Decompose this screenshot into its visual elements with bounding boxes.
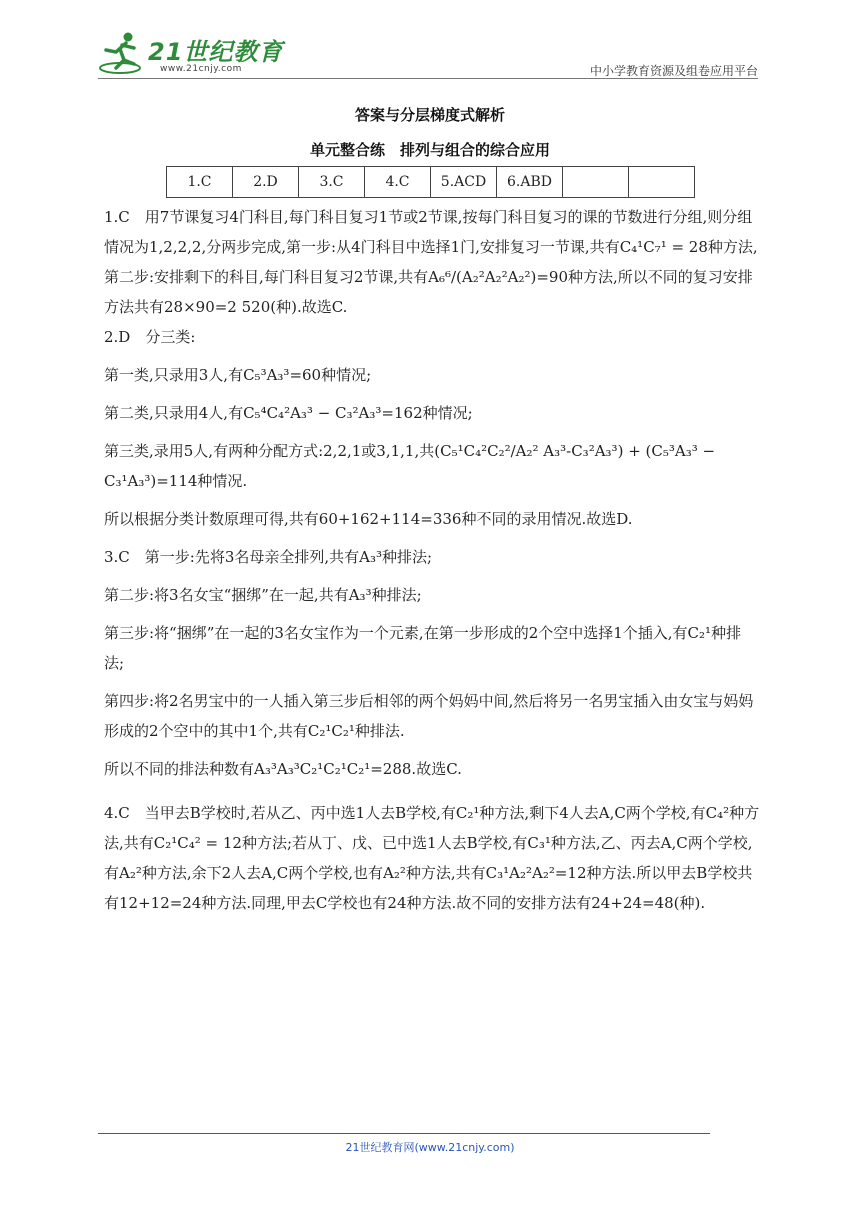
header-divider [98,78,758,79]
solution-paragraph: 第三类,录用5人,有两种分配方式:2,2,1或3,1,1,共(C₅¹C₄²C₂²/A₂² A₃³-C₃²A₃³) + (C₅³A₃³ − C₃¹A₃³)=114种情况. [104,442,716,490]
answer-cell [629,167,695,198]
solution-paragraph: 所以根据分类计数原理可得,共有60+162+114=336种不同的录用情况.故选D. [104,510,633,528]
answer-table [166,166,695,198]
answer-row [167,167,695,198]
solution-paragraph: 第四步:将2名男宝中的一人插入第三步后相邻的两个妈妈中间,然后将另一名男宝插入由女宝与妈妈形成的2个空中的其中1个,共有C₂¹C₂¹种排法. [104,692,754,740]
platform-name: 中小学教育资源及组卷应用平台 [589,64,758,78]
solution-paragraph: 第三步:将“捆绑”在一起的3名女宝作为一个元素,在第一步形成的2个空中选择1个插入,有C₂¹种排法; [104,624,742,672]
answer-cell [563,167,629,198]
answer-cell: 2.D [233,167,299,198]
solution-body [104,202,760,918]
footer-text: 21世纪教育网(www.21cnjy.com) [345,1141,515,1154]
logo [98,28,298,80]
logo-url: www.21cnjy.com [160,64,242,74]
solution-paragraph: 3.C 第一步:先将3名母亲全排列,共有A₃³种排法; [104,548,433,566]
logo-text: 21世纪教育 [148,38,284,66]
answer-cell: 3.C [299,167,365,198]
runner-logo-icon [98,30,146,76]
answer-cell: 6.ABD [497,167,563,198]
solution-paragraph: 2.D 分三类: [104,328,196,346]
solution-paragraph: 第一类,只录用3人,有C₅³A₃³=60种情况; [104,366,372,384]
footer-divider [98,1133,710,1134]
answer-cell: 1.C [167,167,233,198]
answer-cell: 4.C [365,167,431,198]
solution-paragraph: 第二步:将3名女宝“捆绑”在一起,共有A₃³种排法; [104,586,422,604]
solution-paragraph: 所以不同的排法种数有A₃³A₃³C₂¹C₂¹C₂¹=288.故选C. [104,760,462,778]
solution-paragraph: 4.C 当甲去B学校时,若从乙、丙中选1人去B学校,有C₂¹种方法,剩下4人去A,C两个学校,有C₄²种方法,共有C₂¹C₄² = 12种方法;若从丁、戊、已中选1人去B学校,有C₃¹种方法,乙、丙去A,C两个学校,有A₂²种方法,余下2人去A,C两个学校,也有A₂²种方法,共有C₃¹A₂²A₂²=12种方法.所以甲去B学校共有12+12=24种方法.同理,甲去C学校也有24种方法.故不同的安排方法有24+24=48(种). [104,804,760,912]
answer-cell: 5.ACD [431,167,497,198]
section-title: 单元整合练 排列与组合的综合应用 [309,141,550,159]
page-title: 答案与分层梯度式解析 [354,106,505,124]
page-header [98,28,758,80]
solution-paragraph: 第二类,只录用4人,有C₅⁴C₄²A₃³ − C₃²A₃³=162种情况; [104,404,473,422]
solution-paragraph: 1.C 用7节课复习4门科目,每门科目复习1节或2节课,按每门科目复习的课的节数进行分组,则分组情况为1,2,2,2,分两步完成,第一步:从4门科目中选择1门,安排复习一节课,共有C₄¹C₇¹ = 28种方法,第二步:安排剩下的科目,每门科目复习2节课,共有A₆⁶/(A₂²A₂²A₂²)=90种方法,所以不同的复习安排方法共有28×90=2 520(种).故选C. [104,208,758,316]
